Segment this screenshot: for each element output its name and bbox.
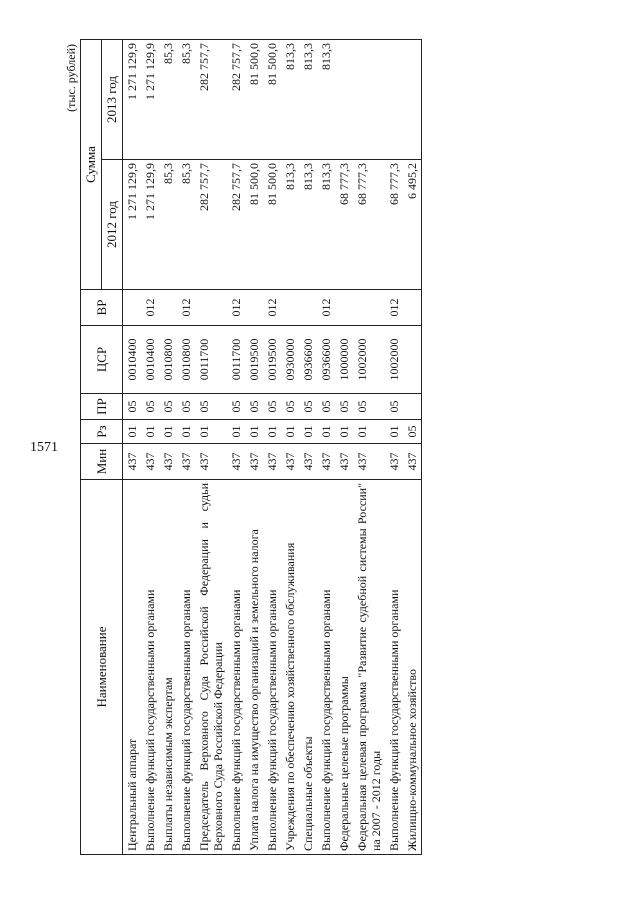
header-rz: Рз (81, 420, 123, 444)
cell-y2012: 6 495,2 (403, 160, 422, 290)
rotated-page-content (62, 40, 622, 855)
cell-min: 437 (159, 444, 177, 480)
cell-rz: 01 (335, 420, 353, 444)
cell-min: 437 (245, 444, 263, 480)
table-header (81, 40, 123, 855)
cell-name: Специальные объекты (299, 480, 317, 855)
cell-rz: 01 (159, 420, 177, 444)
cell-vr (245, 290, 263, 326)
cell-y2012: 68 777,3 (335, 160, 353, 290)
cell-csr: 0011700 (195, 326, 227, 394)
cell-csr: 0936600 (317, 326, 335, 394)
cell-rz: 01 (281, 420, 299, 444)
cell-pr: 05 (317, 394, 335, 420)
cell-vr (299, 290, 317, 326)
cell-vr (335, 290, 353, 326)
cell-y2013 (385, 40, 403, 160)
cell-rz: 01 (227, 420, 245, 444)
cell-vr (159, 290, 177, 326)
cell-vr: 012 (263, 290, 281, 326)
cell-name: Центральный аппарат (123, 480, 142, 855)
table-row (335, 40, 353, 855)
table-row (159, 40, 177, 855)
cell-y2012: 81 500,0 (263, 160, 281, 290)
cell-vr: 012 (177, 290, 195, 326)
header-year-2012: 2012 год (102, 160, 123, 290)
cell-pr (403, 394, 422, 420)
cell-y2013: 85,3 (177, 40, 195, 160)
cell-csr: 0010800 (159, 326, 177, 394)
cell-name: Выполнение функций государственными органами (385, 480, 403, 855)
table-body (123, 40, 422, 855)
cell-y2013 (353, 40, 385, 160)
header-csr: ЦСР (81, 326, 123, 394)
cell-csr: 0011700 (227, 326, 245, 394)
cell-name: Выполнение функций государственными органами (317, 480, 335, 855)
cell-vr (195, 290, 227, 326)
cell-y2012: 1 271 129,9 (141, 160, 159, 290)
cell-rz: 01 (177, 420, 195, 444)
table-row (281, 40, 299, 855)
cell-rz: 05 (403, 420, 422, 444)
cell-min: 437 (317, 444, 335, 480)
cell-name: Выполнение функций государственными органами (227, 480, 245, 855)
table-row (123, 40, 142, 855)
cell-pr: 05 (263, 394, 281, 420)
cell-y2012: 85,3 (159, 160, 177, 290)
cell-csr: 0930000 (281, 326, 299, 394)
cell-pr: 05 (177, 394, 195, 420)
cell-pr: 05 (299, 394, 317, 420)
cell-min: 437 (263, 444, 281, 480)
cell-name: Федеральные целевые программы (335, 480, 353, 855)
cell-name: Выполнение функций государственными органами (141, 480, 159, 855)
cell-pr: 05 (227, 394, 245, 420)
cell-y2013: 813,3 (299, 40, 317, 160)
cell-pr: 05 (335, 394, 353, 420)
cell-rz: 01 (263, 420, 281, 444)
cell-rz: 01 (123, 420, 142, 444)
table-row (245, 40, 263, 855)
cell-vr: 012 (227, 290, 245, 326)
cell-min: 437 (123, 444, 142, 480)
cell-csr: 0019500 (263, 326, 281, 394)
cell-csr: 0010800 (177, 326, 195, 394)
cell-name: Учреждения по обеспечению хозяйственного обслуживания (281, 480, 299, 855)
table-row (403, 40, 422, 855)
table-row (353, 40, 385, 855)
header-pr: ПР (81, 394, 123, 420)
cell-rz: 01 (299, 420, 317, 444)
cell-pr: 05 (245, 394, 263, 420)
cell-min: 437 (281, 444, 299, 480)
cell-pr: 05 (195, 394, 227, 420)
cell-vr: 012 (317, 290, 335, 326)
cell-vr: 012 (385, 290, 403, 326)
page-number: 1571 (30, 440, 58, 455)
cell-rz: 01 (317, 420, 335, 444)
cell-y2013: 282 757,7 (227, 40, 245, 160)
cell-y2012: 813,3 (299, 160, 317, 290)
cell-rz: 01 (245, 420, 263, 444)
cell-y2013: 813,3 (281, 40, 299, 160)
cell-rz: 01 (141, 420, 159, 444)
cell-pr: 05 (159, 394, 177, 420)
cell-y2013: 813,3 (317, 40, 335, 160)
table-row (317, 40, 335, 855)
cell-min: 437 (177, 444, 195, 480)
cell-y2012: 81 500,0 (245, 160, 263, 290)
units-note: (тыс. рублей) (64, 44, 78, 112)
cell-name: Уплата налога на имущество организаций и земельного налога (245, 480, 263, 855)
table-row (385, 40, 403, 855)
cell-y2013: 1 271 129,9 (123, 40, 142, 160)
header-min: Мин (81, 444, 123, 480)
cell-csr: 1002000 (385, 326, 403, 394)
table-row (299, 40, 317, 855)
cell-y2012: 1 271 129,9 (123, 160, 142, 290)
cell-csr (403, 326, 422, 394)
cell-csr: 0936600 (299, 326, 317, 394)
cell-pr: 05 (141, 394, 159, 420)
cell-vr (403, 290, 422, 326)
cell-y2013: 81 500,0 (245, 40, 263, 160)
cell-y2013 (403, 40, 422, 160)
cell-name: Жилищно-коммунальное хозяйство (403, 480, 422, 855)
cell-y2012: 813,3 (281, 160, 299, 290)
cell-csr: 0010400 (123, 326, 142, 394)
cell-name: Федеральная целевая программа "Развитие судебной системы России" на 2007 - 2012 годы (353, 480, 385, 855)
cell-csr: 1002000 (353, 326, 385, 394)
cell-pr: 05 (281, 394, 299, 420)
cell-y2012: 813,3 (317, 160, 335, 290)
header-vr: ВР (81, 290, 123, 326)
cell-min: 437 (141, 444, 159, 480)
cell-pr: 05 (385, 394, 403, 420)
cell-vr: 012 (141, 290, 159, 326)
budget-table (80, 39, 422, 855)
cell-y2012: 85,3 (177, 160, 195, 290)
cell-y2013: 1 271 129,9 (141, 40, 159, 160)
cell-y2013: 85,3 (159, 40, 177, 160)
table-row (177, 40, 195, 855)
cell-vr (281, 290, 299, 326)
table-row (263, 40, 281, 855)
table-row (195, 40, 227, 855)
cell-y2012: 282 757,7 (227, 160, 245, 290)
cell-min: 437 (353, 444, 385, 480)
cell-y2013: 282 757,7 (195, 40, 227, 160)
cell-name: Выплаты независимым экспертам (159, 480, 177, 855)
cell-y2012: 68 777,3 (385, 160, 403, 290)
header-year-2013: 2013 год (102, 40, 123, 160)
header-sum: Сумма (81, 40, 102, 290)
cell-csr: 1000000 (335, 326, 353, 394)
cell-vr (123, 290, 142, 326)
cell-rz: 01 (195, 420, 227, 444)
cell-min: 437 (385, 444, 403, 480)
cell-min: 437 (195, 444, 227, 480)
cell-rz: 01 (353, 420, 385, 444)
cell-csr: 0019500 (245, 326, 263, 394)
cell-y2012: 282 757,7 (195, 160, 227, 290)
cell-csr: 0010400 (141, 326, 159, 394)
cell-rz: 01 (385, 420, 403, 444)
cell-y2013: 81 500,0 (263, 40, 281, 160)
cell-name: Выполнение функций государственными органами (177, 480, 195, 855)
cell-y2012: 68 777,3 (353, 160, 385, 290)
cell-min: 437 (227, 444, 245, 480)
cell-pr: 05 (123, 394, 142, 420)
cell-min: 437 (403, 444, 422, 480)
cell-name: Председатель Верховного Суда Российской Федерации и судьи Верховного Суда Российской Федерации (195, 480, 227, 855)
cell-min: 437 (299, 444, 317, 480)
cell-pr: 05 (353, 394, 385, 420)
cell-y2013 (335, 40, 353, 160)
cell-name: Выполнение функций государственными органами (263, 480, 281, 855)
cell-vr (353, 290, 385, 326)
table-row (141, 40, 159, 855)
header-name: Наименование (81, 480, 123, 855)
table-row (227, 40, 245, 855)
cell-min: 437 (335, 444, 353, 480)
